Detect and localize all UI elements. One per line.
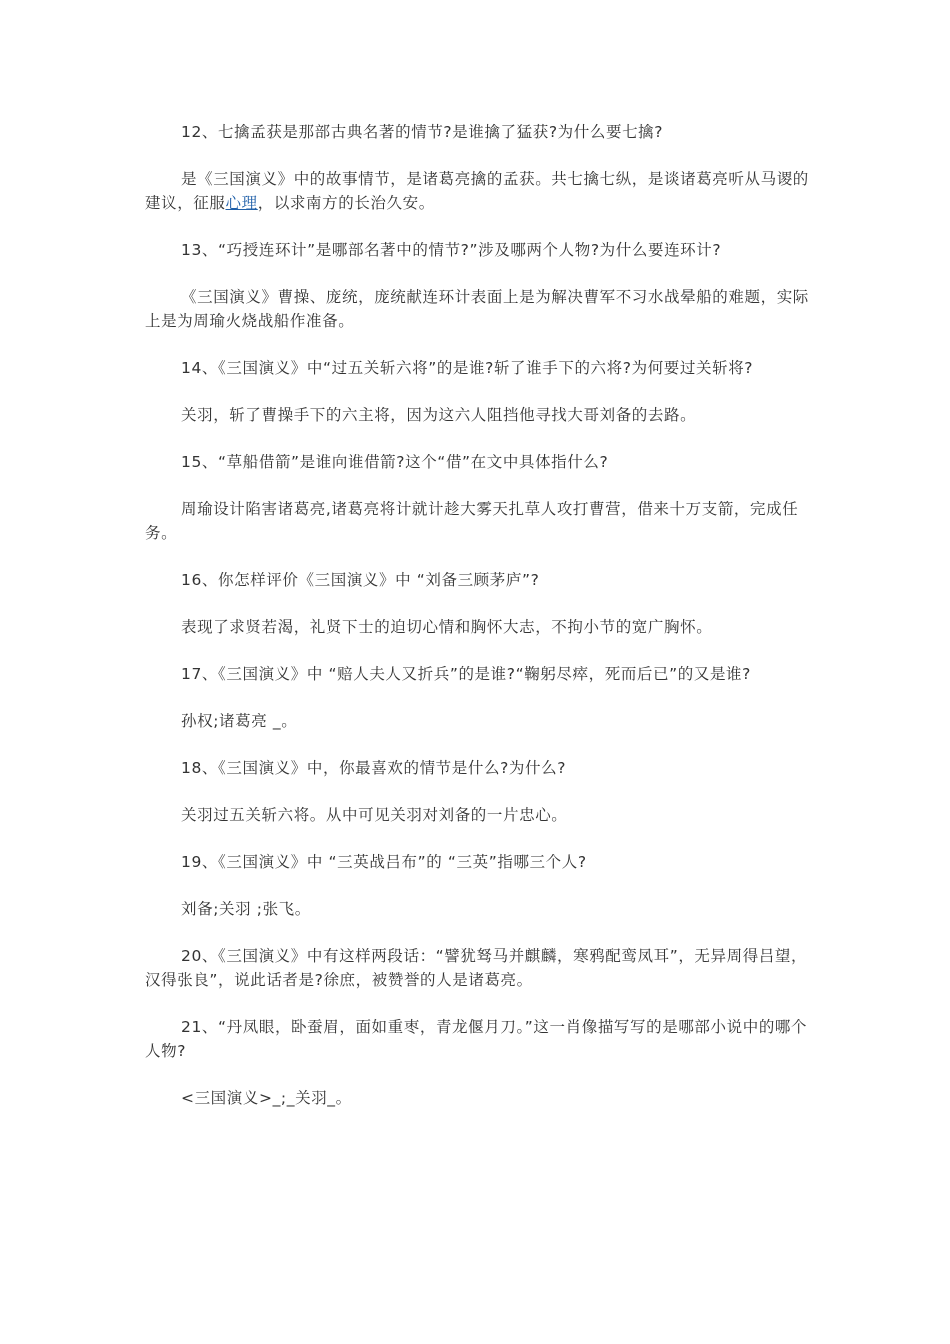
question-20: 20、《三国演义》中有这样两段话：“譬犹驽马并麒麟，寒鸦配鸾凤耳”，无异周得吕望，汉得张良”，说此话者是?徐庶，被赞誉的人是诸葛亮。 <box>145 947 808 989</box>
question-14: 14、《三国演义》中“过五关斩六将”的是谁?斩了谁手下的六将?为何要过关斩将? <box>181 359 754 377</box>
answer-18: 关羽过五关斩六将。从中可见关羽对刘备的一片忠心。 <box>181 806 568 824</box>
answer-13: 《三国演义》曹操、庞统，庞统献连环计表面上是为解决曹军不习水战晕船的难题，实际上是为周瑜火烧战船作准备。 <box>145 288 809 330</box>
answer-12 <box>145 167 810 215</box>
link-xinli[interactable]: 心理 <box>225 194 258 212</box>
question-17: 17、《三国演义》中 “赔人夫人又折兵”的是谁?“鞠躬尽瘁，死而后已”的又是谁? <box>181 665 751 683</box>
answer-12-text: 是《三国演义》中的故事情节，是诸葛亮擒的孟获。共七擒七纵，是谈诸葛亮听从马谡的建议，征服 <box>145 170 809 212</box>
answer-17: 孙权;诸葛亮 _。 <box>181 712 298 730</box>
question-21: 21、“丹凤眼，卧蚕眉，面如重枣，青龙偃月刀。”这一肖像描写写的是哪部小说中的哪个人物? <box>145 1018 808 1060</box>
answer-14: 关羽，斩了曹操手下的六主将，因为这六人阻挡他寻找大哥刘备的去路。 <box>181 406 697 424</box>
answer-21: <三国演义>_;_关羽_。 <box>181 1089 352 1107</box>
document-body <box>145 120 810 1133</box>
answer-19: 刘备;关羽 ;张飞。 <box>181 900 311 918</box>
answer-16: 表现了求贤若渴，礼贤下士的迫切心情和胸怀大志，不拘小节的宽广胸怀。 <box>181 618 713 636</box>
question-18: 18、《三国演义》中，你最喜欢的情节是什么?为什么? <box>181 759 567 777</box>
answer-15: 周瑜设计陷害诸葛亮,诸葛亮将计就计趁大雾天扎草人攻打曹营，借来十万支箭，完成任务。 <box>145 500 799 542</box>
question-13: 13、“巧授连环计”是哪部名著中的情节?”涉及哪两个人物?为什么要连环计? <box>181 241 722 259</box>
question-19: 19、《三国演义》中 “三英战吕布”的 “三英”指哪三个人? <box>181 853 587 871</box>
question-16: 16、你怎样评价《三国演义》中 “刘备三顾茅庐”? <box>181 571 540 589</box>
question-15: 15、“草船借箭”是谁向谁借箭?这个“借”在文中具体指什么? <box>181 453 609 471</box>
answer-12-text-end: ，以求南方的长治久安。 <box>257 194 435 212</box>
question-12: 12、七擒孟获是那部古典名著的情节?是谁擒了猛获?为什么要七擒? <box>181 123 664 141</box>
